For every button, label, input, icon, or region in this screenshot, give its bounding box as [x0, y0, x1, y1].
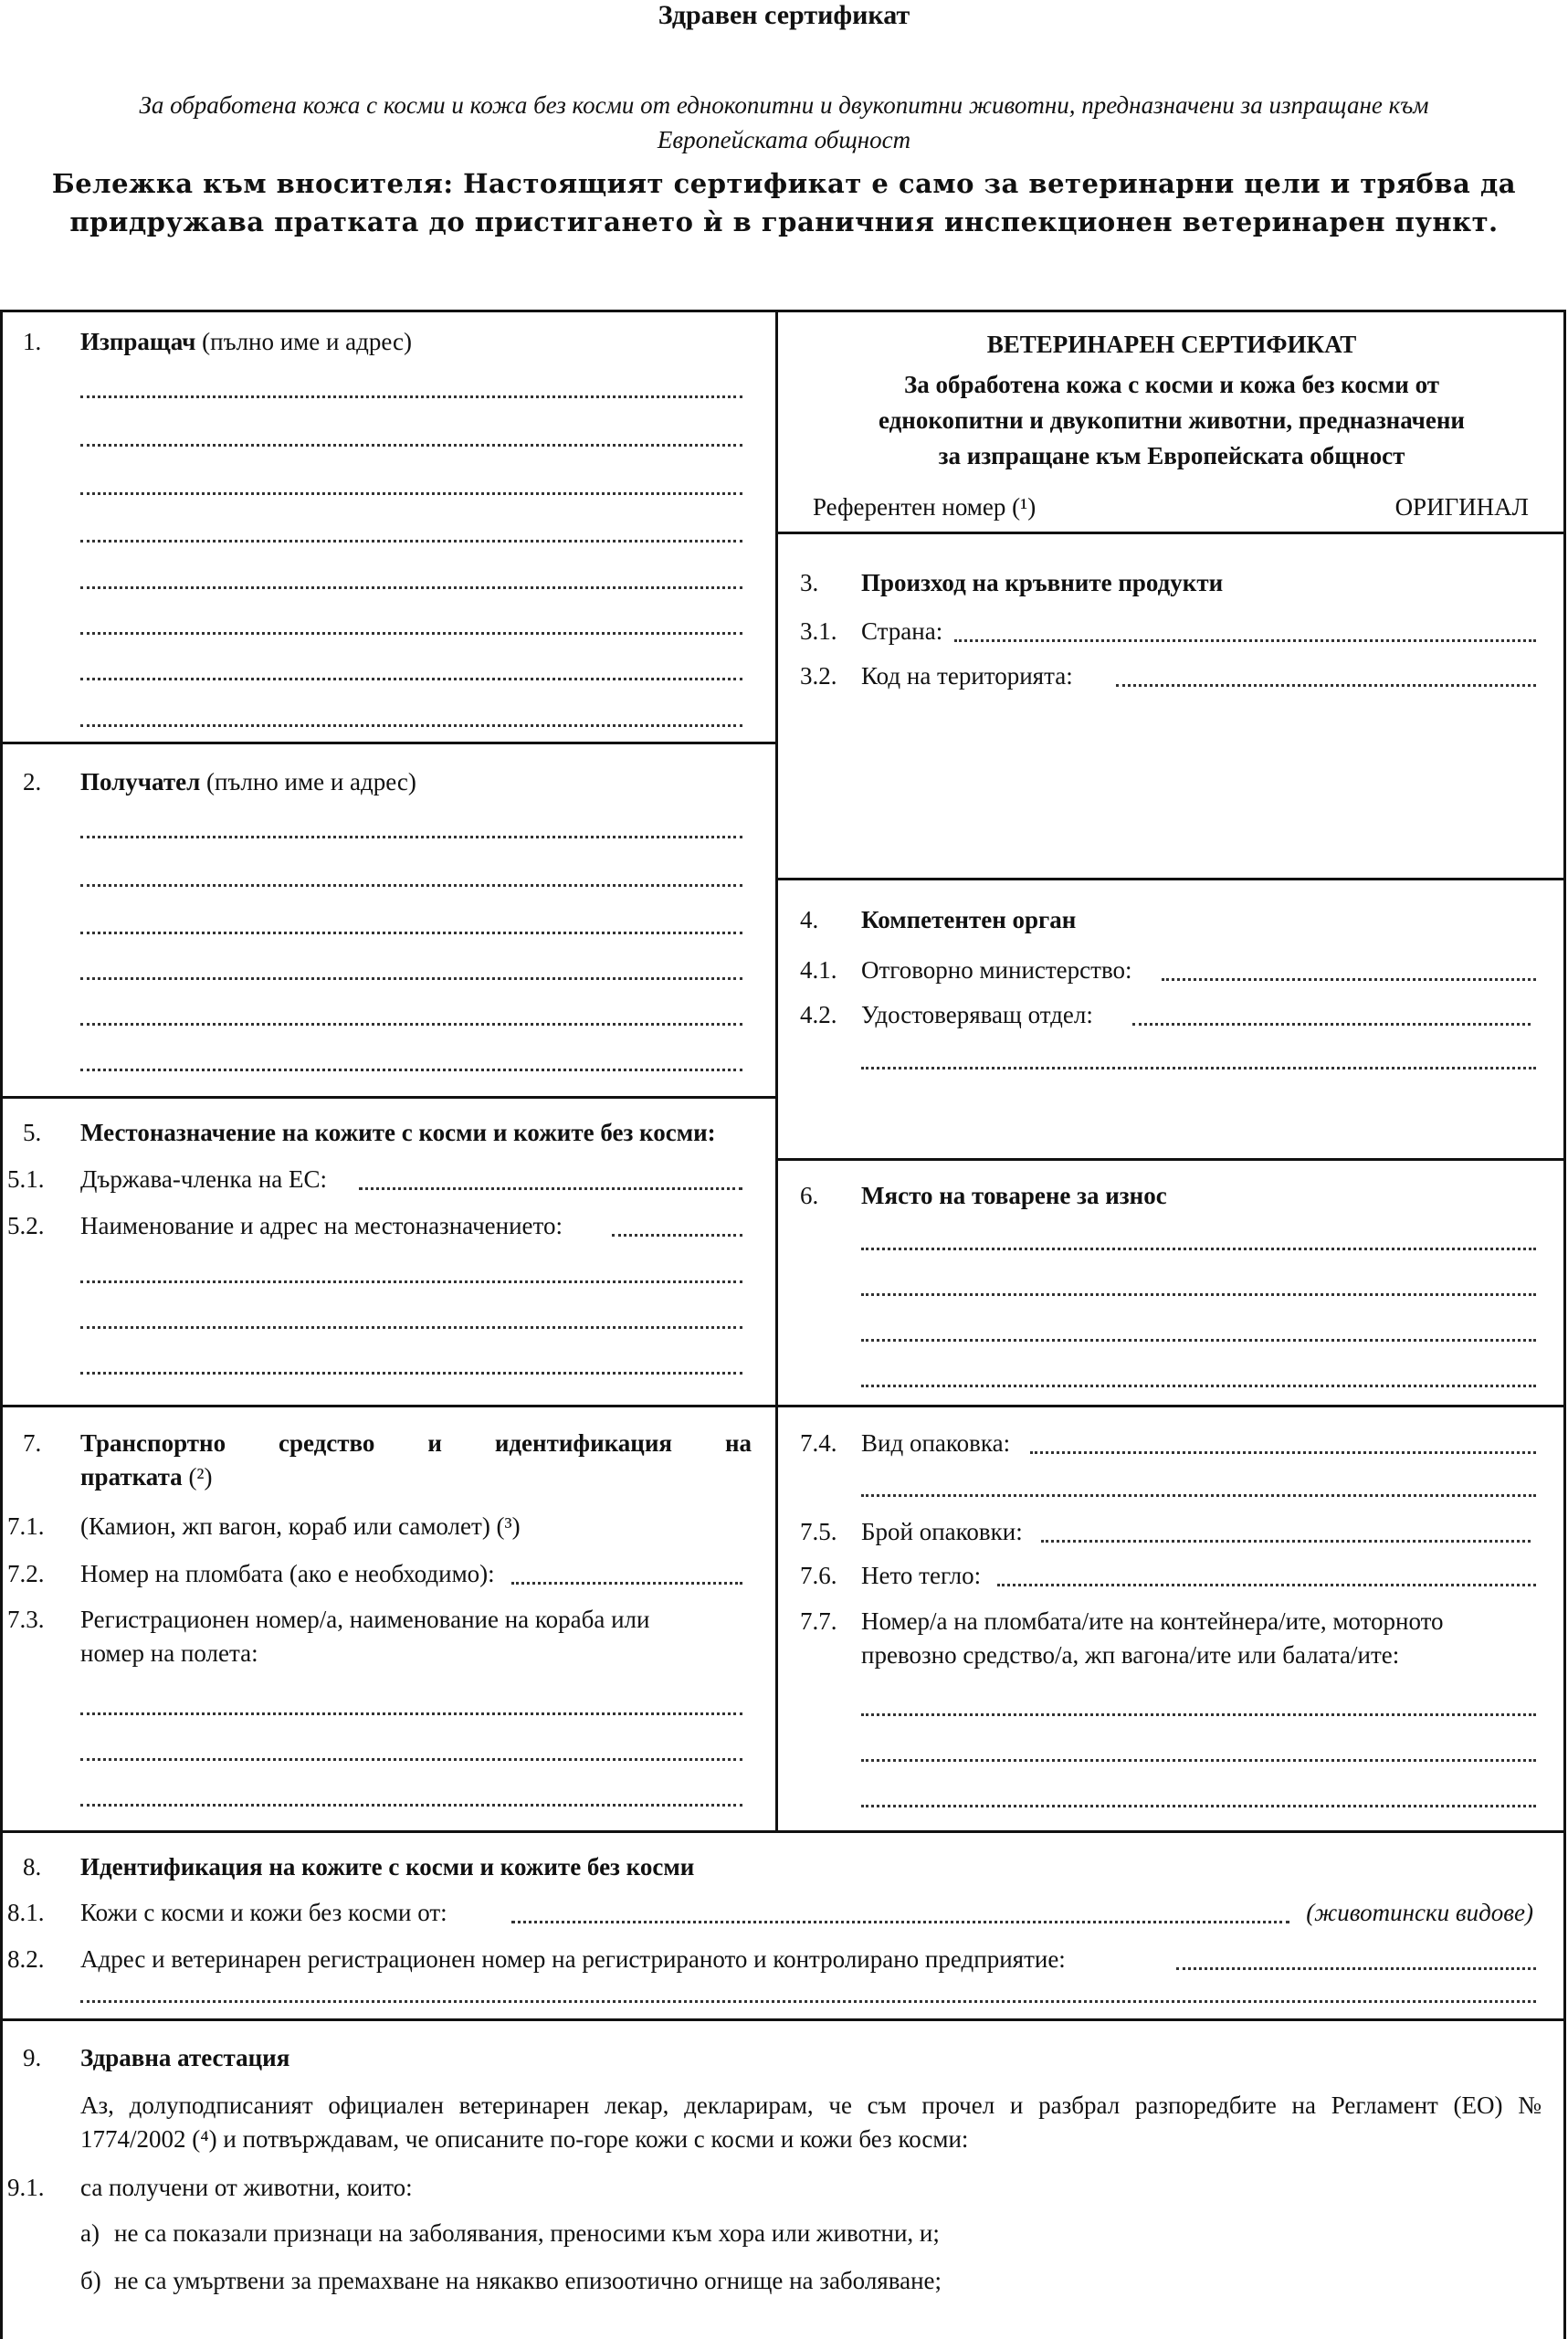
- sender-line[interactable]: [80, 724, 742, 727]
- certificate-frame: [0, 310, 1566, 2339]
- s7-6-number: 7.6.: [800, 1562, 837, 1589]
- species-suffix: (животински видове): [1306, 1899, 1533, 1926]
- country-field[interactable]: [954, 639, 1536, 642]
- s7-title-b: пратката: [80, 1463, 183, 1491]
- container-seal-line[interactable]: [861, 1759, 1536, 1762]
- s1-heading: [80, 326, 412, 357]
- sender-line[interactable]: [80, 395, 742, 398]
- consignee-line[interactable]: [80, 884, 742, 887]
- member-state-field[interactable]: [359, 1187, 742, 1190]
- territory-code-label: Код на територията:: [861, 662, 1073, 690]
- consignee-line[interactable]: [80, 1069, 742, 1071]
- certifying-dept-field[interactable]: [1132, 1023, 1531, 1026]
- ministry-field[interactable]: [1162, 978, 1536, 981]
- consignee-line[interactable]: [80, 932, 742, 934]
- document-title: Здравен сертификат: [658, 0, 910, 30]
- s5-2-number: 5.2.: [7, 1212, 45, 1239]
- certifying-dept-label: Удостоверяващ отдел:: [861, 1001, 1093, 1028]
- s7-number: 7.: [23, 1429, 42, 1457]
- s9-number: 9.: [23, 2044, 42, 2071]
- s8-1-number: 8.1.: [7, 1899, 45, 1926]
- original-label: ОРИГИНАЛ: [1394, 493, 1529, 521]
- s3-1-number: 3.1.: [800, 617, 837, 645]
- country-label: Страна:: [861, 617, 943, 645]
- divider-s3-s4: [775, 878, 1566, 880]
- packaging-type-field[interactable]: [1030, 1451, 1536, 1454]
- s7-5-number: 7.5.: [800, 1518, 837, 1545]
- importer-note: Бележка към вносителя: Настоящият сертификат е само за ветеринарни цели и трябва да придружава пратката до пристигането ѝ в граничния инспекционен ветеринарен пункт.: [51, 168, 1517, 237]
- destination-field[interactable]: [612, 1234, 742, 1237]
- sender-line[interactable]: [80, 586, 742, 589]
- container-seal-line[interactable]: [861, 1713, 1536, 1716]
- destination-line[interactable]: [80, 1372, 742, 1375]
- divider-s2-s5: [0, 1096, 777, 1099]
- reference-number-label: Референтен номер (¹): [813, 493, 1037, 521]
- s4-1-number: 4.1.: [800, 956, 837, 984]
- establishment-label: Адрес и ветеринарен регистрационен номер на регистрираното и контролирано предприятие:: [80, 1945, 1066, 1973]
- s2-note: (пълно име и адрес): [200, 768, 416, 795]
- vet-cert-title: ВЕТЕРИНАРЕН СЕРТИФИКАТ: [986, 331, 1357, 358]
- s1-number: 1.: [23, 328, 42, 355]
- loading-place-line[interactable]: [861, 1339, 1536, 1342]
- member-state-label: Държава-членка на ЕС:: [80, 1165, 327, 1193]
- s1-note: (пълно име и адрес): [195, 328, 413, 355]
- package-count-label: Брой опаковки:: [861, 1518, 1023, 1545]
- s5-title: Местоназначение на кожите с косми и кожите без косми:: [80, 1119, 716, 1146]
- s7-heading-b: [80, 1461, 213, 1492]
- loading-place-line[interactable]: [861, 1385, 1536, 1387]
- species-label: Кожи с косми и кожи без косми от:: [80, 1899, 447, 1926]
- document-subtitle: За обработена кожа с косми и кожа без косми от еднокопитни и двукопитни животни, предназначени за изпращане към Европейската общност: [139, 91, 1429, 153]
- s8-2-number: 8.2.: [7, 1945, 45, 1973]
- sender-line[interactable]: [80, 632, 742, 635]
- registration-line[interactable]: [80, 1712, 742, 1715]
- s2-number: 2.: [23, 768, 42, 795]
- registration-line[interactable]: [80, 1804, 742, 1807]
- divider-s1-s2: [0, 742, 777, 744]
- sender-line[interactable]: [80, 444, 742, 447]
- s6-number: 6.: [800, 1182, 819, 1209]
- registration-label-b: номер на полета:: [80, 1639, 258, 1667]
- column-divider: [775, 310, 778, 1832]
- s3-number: 3.: [800, 569, 819, 596]
- certifying-dept-field-2[interactable]: [861, 1067, 1536, 1069]
- destination-line[interactable]: [80, 1280, 742, 1283]
- registration-label-a: Регистрационен номер/а, наименование на кораба или: [80, 1606, 650, 1633]
- seal-number-field[interactable]: [511, 1582, 742, 1585]
- s4-title: Компетентен орган: [861, 906, 1077, 933]
- s3-2-number: 3.2.: [800, 662, 837, 690]
- establishment-field-2[interactable]: [80, 2000, 1536, 2003]
- s7-1-number: 7.1.: [7, 1512, 45, 1540]
- net-weight-label: Нето тегло:: [861, 1562, 982, 1589]
- item-a-marker: а): [80, 2219, 100, 2247]
- item-b-marker: б): [80, 2267, 101, 2294]
- s7-2-number: 7.2.: [7, 1560, 45, 1587]
- transport-type-label: (Камион, жп вагон, кораб или самолет) (³): [80, 1512, 521, 1540]
- s5-1-number: 5.1.: [7, 1165, 45, 1193]
- species-field[interactable]: [511, 1921, 1289, 1923]
- divider-header-s3: [775, 532, 1566, 534]
- s3-title: Произход на кръвните продукти: [861, 569, 1224, 596]
- s8-number: 8.: [23, 1853, 42, 1881]
- vet-cert-subtitle-3: за изпращане към Европейската общност: [938, 442, 1405, 469]
- s9-title: Здравна атестация: [80, 2044, 290, 2071]
- packaging-type-field-2[interactable]: [861, 1494, 1536, 1497]
- attestation-item-a: не са показали признаци на заболявания, преносими към хора или животни, и;: [114, 2219, 940, 2247]
- consignee-line[interactable]: [80, 977, 742, 980]
- divider-s4-s6: [775, 1158, 1566, 1161]
- net-weight-field[interactable]: [997, 1584, 1536, 1586]
- s2-heading: [80, 766, 416, 797]
- divider-s9: [0, 2018, 1566, 2021]
- s1-title: Изпращач: [80, 328, 196, 355]
- s4-2-number: 4.2.: [800, 1001, 837, 1028]
- container-seal-line[interactable]: [861, 1805, 1536, 1807]
- ministry-label: Отговорно министерство:: [861, 956, 1132, 984]
- container-seal-label-b: превозно средство/а, жп вагона/ите или балата/ите:: [861, 1641, 1400, 1669]
- s6-title: Място на товарене за износ: [861, 1182, 1167, 1209]
- attestation-item-b: не са умъртвени за премахване на някакво епизоотично огнище на заболяване;: [114, 2267, 942, 2294]
- destination-label: Наименование и адрес на местоназначението:: [80, 1212, 563, 1239]
- sender-line[interactable]: [80, 492, 742, 495]
- s9-1-number: 9.1.: [7, 2174, 45, 2201]
- attestation-9-1: са получени от животни, които:: [80, 2174, 413, 2201]
- s7-4-number: 7.4.: [800, 1429, 837, 1457]
- establishment-field[interactable]: [1176, 1967, 1536, 1970]
- loading-place-line[interactable]: [861, 1293, 1536, 1296]
- s7-7-number: 7.7.: [800, 1607, 837, 1635]
- attestation-text-a: Аз, долуподписаният официален ветеринарен лекар, декларирам, че съм прочел и разбрал разпоредбите на Регламент (ЕО) №: [80, 2091, 1542, 2119]
- sender-line[interactable]: [80, 678, 742, 680]
- territory-code-field[interactable]: [1116, 684, 1536, 687]
- destination-line[interactable]: [80, 1326, 742, 1329]
- container-seal-label-a: Номер/а на пломбата/ите на контейнера/ите, моторното: [861, 1607, 1444, 1635]
- s7-3-number: 7.3.: [7, 1606, 45, 1633]
- s8-title: Идентификация на кожите с косми и кожите без косми: [80, 1853, 695, 1881]
- loading-place-line[interactable]: [861, 1248, 1536, 1250]
- consignee-line[interactable]: [80, 836, 742, 838]
- consignee-line[interactable]: [80, 1023, 742, 1026]
- packaging-type-label: Вид опаковка:: [861, 1429, 1011, 1457]
- sender-line[interactable]: [80, 540, 742, 543]
- s7-title-a: Транспортно средство и идентификация на: [80, 1429, 752, 1457]
- divider-s7: [0, 1405, 1566, 1407]
- divider-s8: [0, 1830, 1566, 1833]
- vet-cert-subtitle-2: еднокопитни и двукопитни животни, предназначени: [879, 406, 1465, 434]
- seal-number-label: Номер на пломбата (ако е необходимо):: [80, 1560, 495, 1587]
- s2-title: Получател: [80, 768, 201, 795]
- s4-number: 4.: [800, 906, 819, 933]
- registration-line[interactable]: [80, 1758, 742, 1761]
- s7-title-b-note: (²): [182, 1463, 213, 1491]
- s5-number: 5.: [23, 1119, 42, 1146]
- vet-cert-subtitle-1: За обработена кожа с косми и кожа без косми от: [903, 371, 1439, 398]
- package-count-field[interactable]: [1041, 1540, 1531, 1543]
- attestation-text-b: 1774/2002 (⁴) и потвърждавам, че описаните по-горе кожи с косми и кожи без косми:: [80, 2125, 969, 2153]
